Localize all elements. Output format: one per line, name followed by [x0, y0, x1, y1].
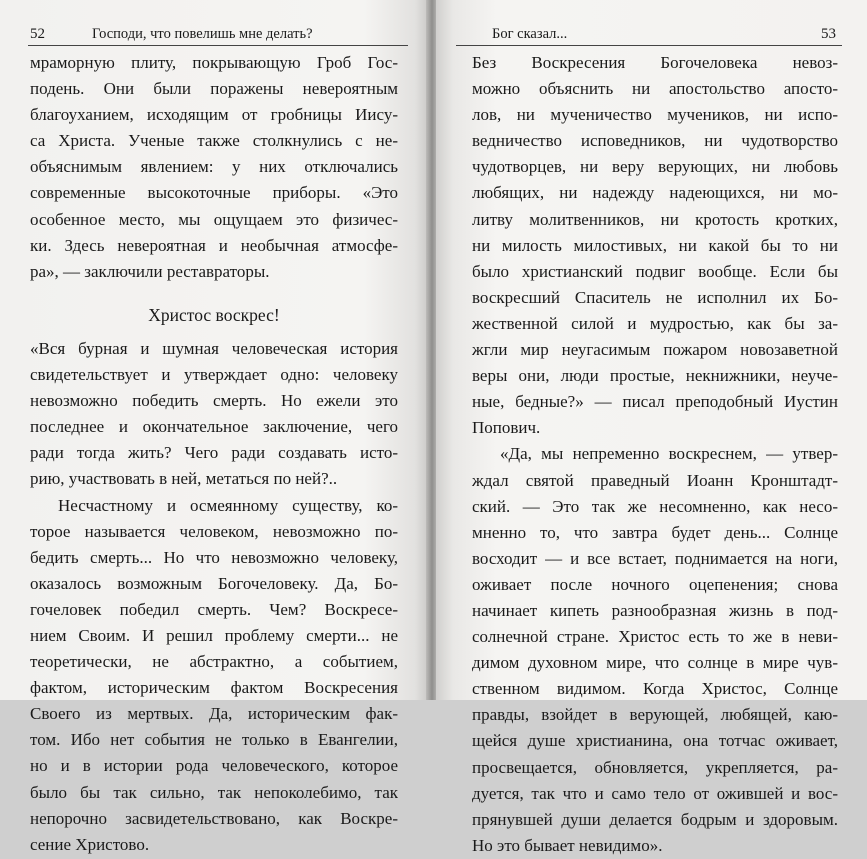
text-line: литву молитвенников, ни кротость кротких, — [472, 209, 838, 229]
text-line: благоуханием, исходящим от гробницы Иису- — [30, 105, 398, 125]
text-line: было христианский подвиг вообще. Если бы — [472, 261, 838, 281]
text-line: веры они, люди простые, некнижники, неуче- — [472, 366, 838, 386]
text-line: димом духовном мире, что солнце в мире чув- — [472, 653, 838, 673]
text-line: «Да, мы непременно воскреснем, — утвер- — [500, 444, 838, 464]
right-page — [436, 0, 867, 855]
text-line: невозможно победить смерть. Но ежели это — [30, 391, 398, 411]
text-line: гочеловек победил смерть. Чем? Воскресе- — [30, 599, 398, 619]
text-line: любящих, ни надежду надеющихся, ни мо- — [472, 183, 838, 203]
text-line: воскресший Спаситель не исполнил их Бо- — [472, 287, 838, 307]
text-line: ра», — заключили реставраторы. — [30, 261, 270, 281]
text-line: ные, бедные?» — писал преподобный Иустин — [472, 392, 838, 412]
text-line: чудотворцев, ни веру верующих, ни любовь — [472, 157, 838, 177]
text-line: ственном видимом. Когда Христос, Солнце — [472, 679, 838, 699]
text-line: оказалось возможным Богочеловеку. Да, Бо- — [30, 573, 398, 593]
text-line: ский. — Это так же несомненно, как несо- — [472, 496, 838, 516]
text-line: современные высокоточные приборы. «Это — [30, 183, 398, 203]
text-line: сение Христово. — [30, 834, 150, 854]
text-line: Несчастному и осмеянному существу, ко- — [58, 495, 398, 515]
text-line: торое называется человеком, невозможно по- — [30, 521, 398, 541]
text-line: свидетельствует и утверждает одно: человеку — [30, 365, 398, 385]
text-line: прянувшей души делается бодрым и здоровым. — [472, 809, 838, 829]
text-line: «Вся бурная и шумная человеческая история — [30, 338, 398, 358]
section-heading: Христос воскрес! — [148, 304, 280, 325]
right-running-head: Бог сказал... — [492, 26, 568, 42]
text-line: лов, ни мученичество мучеников, ни испо- — [472, 105, 838, 125]
text-line: объяснимым явлением: у них отключались — [30, 157, 398, 177]
text-line: последнее и окончательное заключение, чего — [30, 417, 398, 437]
text-line: са Христа. Ученые также столкнулись с не- — [30, 131, 398, 151]
text-line: том. Ибо нет события не только в Евангелии, — [30, 730, 398, 750]
text-line: восходит — и все встает, поднимается на ноги, — [472, 548, 838, 568]
text-line: начинает кипеть разнообразная жизнь в под- — [472, 600, 838, 620]
left-running-head: Господи, что повелишь мне делать? — [92, 26, 313, 42]
right-page-number: 53 — [821, 26, 836, 42]
spacer — [30, 285, 398, 302]
text-line: правды, взойдет в верующей, любящей, каю- — [472, 705, 838, 725]
text-line: Своего из мертвых. Да, историческим фак- — [30, 704, 398, 724]
text-line: ни милость милостивых, ни какой бы то ни — [472, 235, 838, 255]
text-line: нием Своим. И решил проблему смерти... не — [30, 625, 398, 645]
text-line: ведничество исповедников, ни чудотворство — [472, 131, 838, 151]
text-line: Без Воскресения Богочеловека невоз- — [472, 53, 838, 72]
left-page-text — [30, 50, 398, 858]
left-page-number: 52 — [30, 26, 45, 42]
text-line: ки. Здесь невероятная и необычная атмосфе- — [30, 235, 398, 255]
right-header-rule — [456, 45, 842, 46]
spacer — [30, 328, 398, 336]
text-line: мраморную плиту, покрывающую Гроб Гос- — [30, 53, 398, 72]
text-line: жгли мир неугасимым пожаром новозаветной — [472, 340, 838, 360]
text-line: фактом, историческим фактом Воскресения — [30, 678, 398, 698]
text-line: было бы так сильно, так непоколебимо, так — [30, 782, 398, 802]
text-line: мненно то, что завтра будет день... Солнце — [472, 522, 838, 542]
text-line: жественной силой и мудростью, как бы за- — [472, 313, 838, 333]
text-line: можно объяснить ни апостольство апосто- — [472, 79, 838, 99]
text-line: теоретически, не абстрактно, а событием, — [30, 652, 398, 672]
text-line: подень. Они были поражены невероятным — [30, 79, 398, 99]
text-line: ждал святой праведный Иоанн Кронштадт- — [472, 470, 838, 490]
left-header-rule — [28, 45, 408, 46]
text-line: особенное место, мы ощущаем это физичес- — [30, 209, 398, 229]
left-page — [0, 0, 428, 854]
right-page-text — [472, 50, 838, 859]
text-line: рию, участвовать в ней, метаться по ней?.. — [30, 469, 338, 489]
text-line: щейся душе христианина, она тотчас оживает, — [472, 731, 838, 751]
text-line: непорочно засвидетельствовано, как Воскре- — [30, 808, 398, 828]
text-line: оживает после ночного оцепенения; снова — [472, 574, 838, 594]
text-line: просвещается, обновляется, укрепляется, ра- — [472, 757, 838, 777]
text-line: но и в истории рода человеческого, которое — [30, 756, 398, 776]
text-line: солнечной стране. Христос есть то же в неви- — [472, 627, 838, 647]
text-line: ради тогда жить? Чего ради создавать исто- — [30, 443, 398, 463]
text-line: Попович. — [472, 418, 541, 438]
text-line: бедить смерть... Но что невозможно человеку, — [30, 547, 398, 567]
text-line: дуется, так что и само тело от ожившей и вос- — [472, 783, 838, 803]
text-line: Но это бывает невидимо». — [472, 835, 663, 855]
